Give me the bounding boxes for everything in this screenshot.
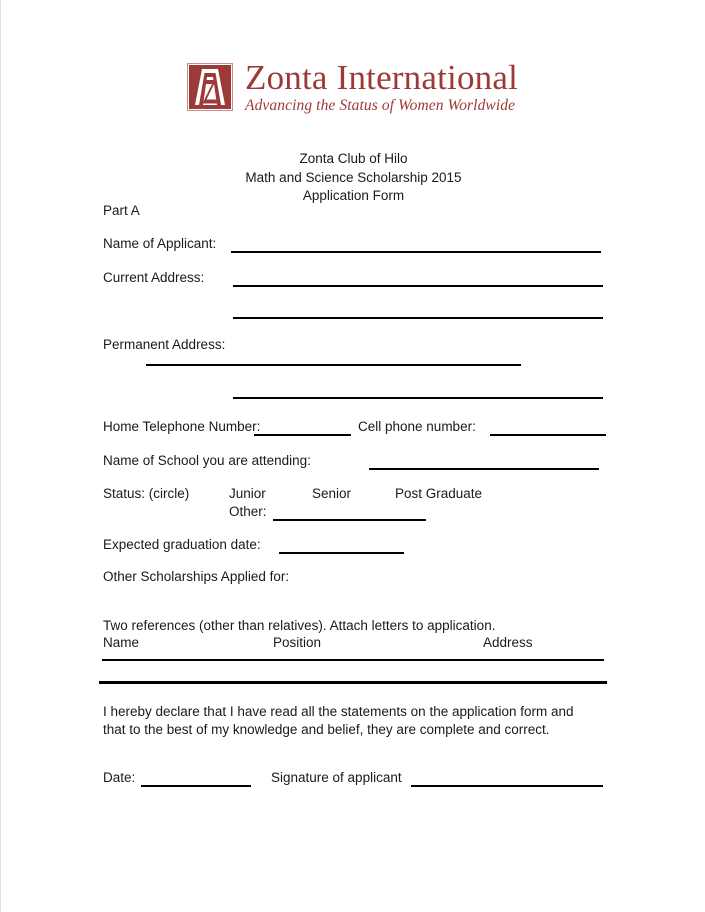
cell-phone-input-line[interactable] xyxy=(490,434,606,436)
title-line-form: Application Form xyxy=(302,188,405,203)
cell-phone-label: Cell phone number: xyxy=(358,419,476,434)
permanent-address-label: Permanent Address: xyxy=(103,337,226,352)
references-column-position: Position xyxy=(273,635,322,650)
declaration-line-2: that to the best of my knowledge and belief, they are complete and correct. xyxy=(103,722,550,737)
reference-entry-line-1[interactable] xyxy=(102,659,604,661)
logo-title: Zonta International xyxy=(245,58,518,97)
zonta-logo xyxy=(187,60,518,114)
part-a-label: Part A xyxy=(103,203,140,218)
permanent-address-input-line-2[interactable] xyxy=(233,397,603,399)
signature-input-line[interactable] xyxy=(411,785,603,787)
name-of-school-input-line[interactable] xyxy=(369,468,599,470)
permanent-address-input-line-1[interactable] xyxy=(146,364,521,366)
status-option-post-graduate[interactable]: Post Graduate xyxy=(395,486,483,501)
references-instruction: Two references (other than relatives). Attach letters to application. xyxy=(103,618,496,633)
reference-entry-line-2[interactable] xyxy=(99,681,607,684)
status-option-senior[interactable]: Senior xyxy=(312,486,352,501)
name-of-applicant-label: Name of Applicant: xyxy=(103,236,217,251)
declaration-line-1: I hereby declare that I have read all the statements on the application form and xyxy=(103,704,574,719)
home-telephone-input-line[interactable] xyxy=(254,434,351,436)
references-column-name: Name xyxy=(103,635,140,650)
status-other-input-line[interactable] xyxy=(273,519,426,521)
signature-label: Signature of applicant xyxy=(271,770,402,785)
date-label: Date: xyxy=(103,770,136,785)
title-line-scholarship: Math and Science Scholarship 2015 xyxy=(245,169,462,185)
name-of-school-label: Name of School you are attending: xyxy=(103,453,311,468)
date-input-line[interactable] xyxy=(141,785,251,787)
zonta-wordmark xyxy=(245,60,518,114)
home-telephone-label: Home Telephone Number: xyxy=(103,419,261,434)
other-scholarships-label: Other Scholarships Applied for: xyxy=(103,569,290,584)
current-address-input-line-1[interactable] xyxy=(233,285,603,287)
expected-graduation-input-line[interactable] xyxy=(279,552,404,554)
current-address-label: Current Address: xyxy=(103,270,205,285)
form-title-block xyxy=(1,150,705,206)
zonta-emblem-icon xyxy=(187,63,233,111)
status-other-label: Other: xyxy=(229,504,267,519)
references-column-address: Address xyxy=(483,635,533,650)
logo-tagline: Advancing the Status of Women Worldwide xyxy=(245,97,516,114)
status-label: Status: (circle) xyxy=(103,486,190,501)
current-address-input-line-2[interactable] xyxy=(233,317,603,319)
status-option-junior[interactable]: Junior xyxy=(229,486,266,501)
name-of-applicant-input-line[interactable] xyxy=(231,251,601,253)
expected-graduation-label: Expected graduation date: xyxy=(103,537,261,552)
title-line-club: Zonta Club of Hilo xyxy=(299,151,408,166)
